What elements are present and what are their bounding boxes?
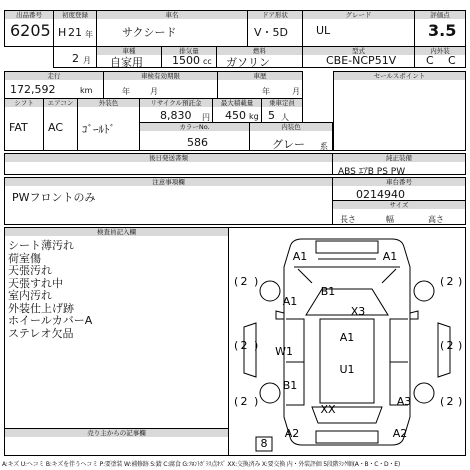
fuel: ガソリン [226, 56, 270, 69]
dealer-notes-label: 売り主からの記事欄 [5, 429, 228, 437]
size-height: 高さ [428, 215, 444, 224]
fuel-label: 燃料 [217, 47, 302, 55]
svg-text:): ) [254, 395, 259, 408]
chassis: 0214940 [356, 188, 405, 201]
damage-mark: A1 [292, 250, 308, 263]
disp-label: 排気量 [162, 47, 216, 55]
disp-unit: cc [203, 57, 212, 66]
car-damage-diagram [228, 227, 466, 456]
extcolor-label: 外装色 [78, 99, 139, 107]
svg-text:): ) [254, 339, 259, 352]
damage-mark: U1 [339, 363, 355, 376]
damage-mark: B1 [320, 285, 336, 298]
intcolor-label: 内装色 [250, 123, 332, 131]
damage-mark: A1 [282, 295, 298, 308]
model: CBE-NCP51V [326, 54, 397, 67]
svg-text:(: ( [234, 339, 239, 352]
damage-mark: B1 [282, 379, 298, 392]
interior-grade: C [426, 54, 434, 67]
reg-nen: 年 [85, 30, 93, 39]
legend: A:キズ U:ヘコミ B:キズを伴うヘコミ P:要塗装 W:補修跡 S:錆 C:腐食 G:ﾌﾛﾝﾄｶﾞﾗｽ点ｷｽﾞ XX:交換済み X:要交換 内・外装評価 5段階ﾗﾝｸ順(A・B・C・D・E) [2, 461, 400, 468]
shift: FAT [9, 121, 28, 134]
door-type: V・5D [254, 26, 288, 39]
inspection-note: 荷室傷 [8, 251, 41, 265]
inspection-note: 天張すれ中 [8, 276, 63, 290]
svg-text:(: ( [234, 275, 239, 288]
damage-mark: A3 [396, 395, 412, 408]
mileage: 172,592 [10, 83, 56, 96]
shaken-label: 車検有効期限 [104, 72, 217, 80]
damage-mark: A2 [392, 427, 408, 440]
inspection-label: 検査員記入欄 [5, 228, 228, 236]
exterior-grade: C [448, 54, 456, 67]
history-label: 車歴 [218, 72, 302, 80]
score-value: 3.5 [428, 21, 457, 40]
shaken-month: 月 [150, 87, 158, 96]
displacement: 1500 [172, 54, 200, 67]
chassis-label: 車台番号 [333, 178, 465, 186]
equipment-label: 純正装備 [333, 154, 465, 162]
reg-gatsu: 月 [83, 56, 91, 65]
salespoint-label: セールスポイント [334, 72, 465, 80]
notes-text: PWフロントのみ [12, 191, 96, 204]
notes-label: 注意事項欄 [5, 178, 332, 186]
cartype-label: 車種 [97, 47, 161, 55]
capacity-unit: 人 [281, 113, 289, 122]
score-label: 評価点 [415, 11, 465, 19]
damage-mark: W1 [275, 345, 293, 358]
mileage-label: 走行 [5, 72, 103, 80]
load: 450 [225, 109, 246, 122]
damage-mark: 2 [240, 275, 248, 288]
inspection-note: 外装仕上げ跡 [8, 301, 74, 315]
damage-mark: A2 [284, 427, 300, 440]
lot-number: 6205 [10, 21, 51, 40]
load-unit: kg [249, 112, 259, 121]
recycle: 8,830 [160, 109, 192, 122]
inspection-list [8, 240, 92, 340]
history-month: 月 [292, 87, 300, 96]
damage-mark: X3 [350, 305, 366, 318]
car-name: サクシード [122, 26, 177, 39]
load-label: 最大積載量 [213, 99, 261, 107]
damage-mark: 8 [260, 437, 268, 450]
size-width: 幅 [386, 215, 394, 224]
damage-mark: 2 [240, 395, 248, 408]
car-type: 自家用 [110, 56, 143, 69]
svg-text:(: ( [440, 275, 445, 288]
mileage-unit: km [80, 86, 93, 95]
inspection-note: ステレオ欠品 [8, 326, 74, 340]
equipment: ABS ｴｱB PS PW [338, 167, 406, 177]
ac-label: エアコン [44, 99, 77, 107]
int-color-suffix: 系 [320, 142, 328, 151]
damage-mark: 2 [240, 339, 248, 352]
reg-month: 2 [72, 52, 79, 65]
svg-text:): ) [458, 395, 463, 408]
damage-mark: A1 [339, 331, 355, 344]
color-no: 586 [187, 136, 208, 149]
damage-mark: A1 [382, 250, 398, 263]
svg-text:): ) [458, 339, 463, 352]
grade-value: UL [316, 24, 331, 37]
svg-text:(: ( [234, 395, 239, 408]
name-label: 車名 [97, 11, 247, 19]
grade-label: グレード [303, 11, 414, 19]
shift-label: シフト [5, 99, 43, 107]
ac: AC [48, 121, 64, 134]
model-label: 型式 [303, 47, 414, 55]
capacity-label: 乗車定員 [262, 99, 302, 107]
damage-mark: XX [320, 403, 336, 416]
lot-label: 出品番号 [5, 11, 53, 19]
size-length: 長さ [340, 215, 356, 224]
reg-label: 初度登録 [54, 11, 96, 19]
svg-text:(: ( [440, 395, 445, 408]
svg-text:(: ( [440, 339, 445, 352]
svg-text:): ) [458, 275, 463, 288]
recycle-label: リサイクル預託金 [140, 99, 212, 107]
inspection-note: 天張汚れ [8, 264, 52, 277]
svg-text:): ) [254, 275, 259, 288]
history-year: 年 [262, 87, 270, 96]
inspection-note: ホイールカバーA [8, 314, 93, 327]
salespoint-cell [333, 71, 466, 151]
recycle-unit: 円 [202, 113, 210, 122]
inspection-note: 室内汚れ [8, 289, 52, 302]
reg-era: H [58, 26, 67, 39]
inspection-note: シート薄汚れ [8, 239, 74, 252]
int-color: グレー [272, 138, 305, 151]
colorno-label: カラーNo. [140, 123, 249, 131]
door-label: ドア形状 [248, 11, 302, 19]
intext-label: 内外装 [415, 47, 465, 55]
ext-color: ｺﾞｰﾙﾄﾞ [82, 123, 115, 136]
reg-year: 21 [68, 26, 82, 39]
shaken-year: 年 [122, 87, 130, 96]
delivery-label: 後日発送書類 [5, 154, 332, 162]
damage-mark: 2 [446, 339, 454, 352]
size-label: サイズ [333, 201, 465, 209]
damage-mark: 2 [446, 395, 454, 408]
capacity: 5 [268, 109, 275, 122]
damage-mark: 2 [446, 275, 454, 288]
